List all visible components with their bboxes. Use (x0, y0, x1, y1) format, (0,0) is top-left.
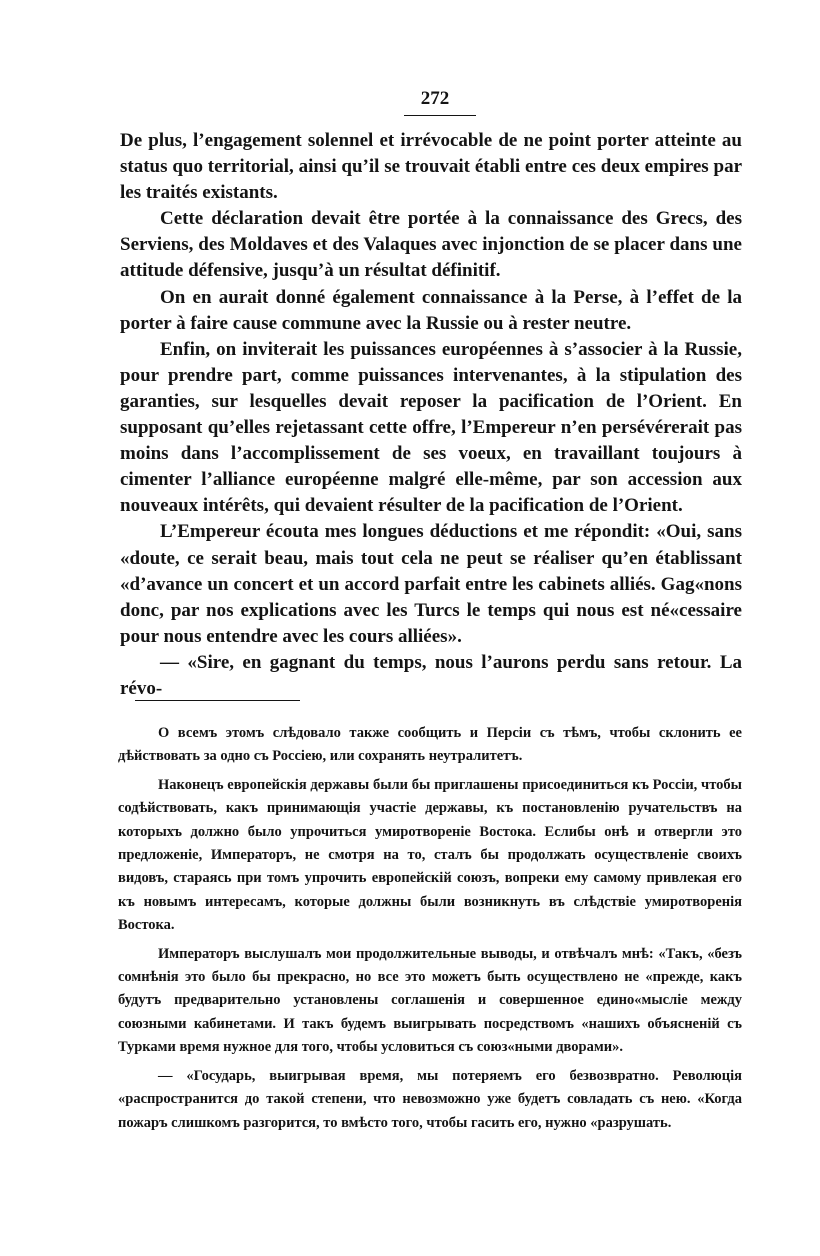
footnote-paragraph-1: О всемъ этомъ слѣдовало также сообщить и Персіи съ тѣмъ, чтобы склонить ее дѣйствовать за одно съ Россіею, или сохранять неутралитетъ. (118, 725, 742, 765)
paragraph-5: L’Empereur écouta mes longues déductions et me répondit: «Oui, sans «doute, ce serait beau, mais tout cela ne peut se réaliser qu’en établissant «d’avance un concert et un accord parfait entre les cabinets alliés. Gag«nons donc, par nos explications avec les Turcs le temps qui nous est né«cessaire pour nous entendre avec les cours alliées». (120, 521, 742, 647)
page-number-underline (404, 115, 476, 116)
paragraph-4: Enfin, on inviterait les puissances européennes à s’associer à la Russie, pour prendre part, comme puissances intervenantes, à la stipulation des garanties, sur lesquelles devait reposer la pacification de l’Orient. En supposant qu’elles rejetassant cette offre, l’Empereur n’en persévérerait pas moins dans l’accomplissement de ses voeux, en travaillant toujours à cimenter l’alliance européenne malgré elle-même, par son accession aux nouveaux intérêts, qui devaient résulter de la pacification de l’Orient. (120, 338, 742, 517)
paragraph-1: De plus, l’engagement solennel et irrévocable de ne point porter atteinte au status quo territorial, ainsi qu’il se trouvait établi entre ces deux empires par les traités existants. (120, 130, 742, 204)
footnote-paragraph-2: Наконецъ европейскія державы были бы приглашены присоединиться къ Россіи, чтобы содѣйствовать, какъ принимающія участіе державы, къ постановленію ручательствъ на которыхъ должно было упрочиться умиротвореніе Востока. Еслибы онѣ и отвергли это предложеніе, Императоръ, не смотря на то, сталъ бы продолжать осуществленіе своихъ видовъ, стараясь при томъ упрочить европейскій союзъ, вопреки ему самому привлекая его къ новымъ интересамъ, которые должны были возникнуть въ слѣдствіе умиротворенія Востока. (118, 776, 742, 934)
footnote-separator (135, 700, 300, 701)
paragraph-2: Cette déclaration devait être portée à la connaissance des Grecs, des Serviens, des Moldaves et des Valaques avec injonction de se placer dans une attitude défensive, jusqu’à un résultat définitif. (120, 208, 742, 282)
paragraph-3: On en aurait donné également connaissance à la Perse, à l’effet de la porter à faire cause commune avec la Russie ou à rester neutre. (120, 286, 742, 334)
footnote-text (118, 722, 742, 1135)
footnote-paragraph-4: — «Государь, выигрывая время, мы потеряемъ его безвозвратно. Революція «распространится до такой степени, что невозможно уже будетъ совладать съ нею. «Когда пожаръ слишкомъ разгорится, то вмѣсто того, чтобы гасить его, нужно «разрушать. (118, 1067, 742, 1131)
footnote-paragraph-3: Императоръ выслушалъ мои продолжительные выводы, и отвѣчалъ мнѣ: «Такъ, «безъ сомнѣнія это было бы прекрасно, но все это можетъ быть осуществлено не «прежде, какъ будутъ предварительно установлены соглашенія и совершенное едино«мысліе между союзными кабинетами. И такъ будемъ выигрывать посредствомъ «нашихъ объясненій съ Турками время нужное для того, чтобы условиться съ союз«ными дворами». (118, 945, 742, 1056)
main-text (120, 128, 742, 702)
page-number: 272 (420, 88, 450, 109)
paragraph-6: — «Sire, en gagnant du temps, nous l’aurons perdu sans retour. La révo- (120, 651, 742, 699)
